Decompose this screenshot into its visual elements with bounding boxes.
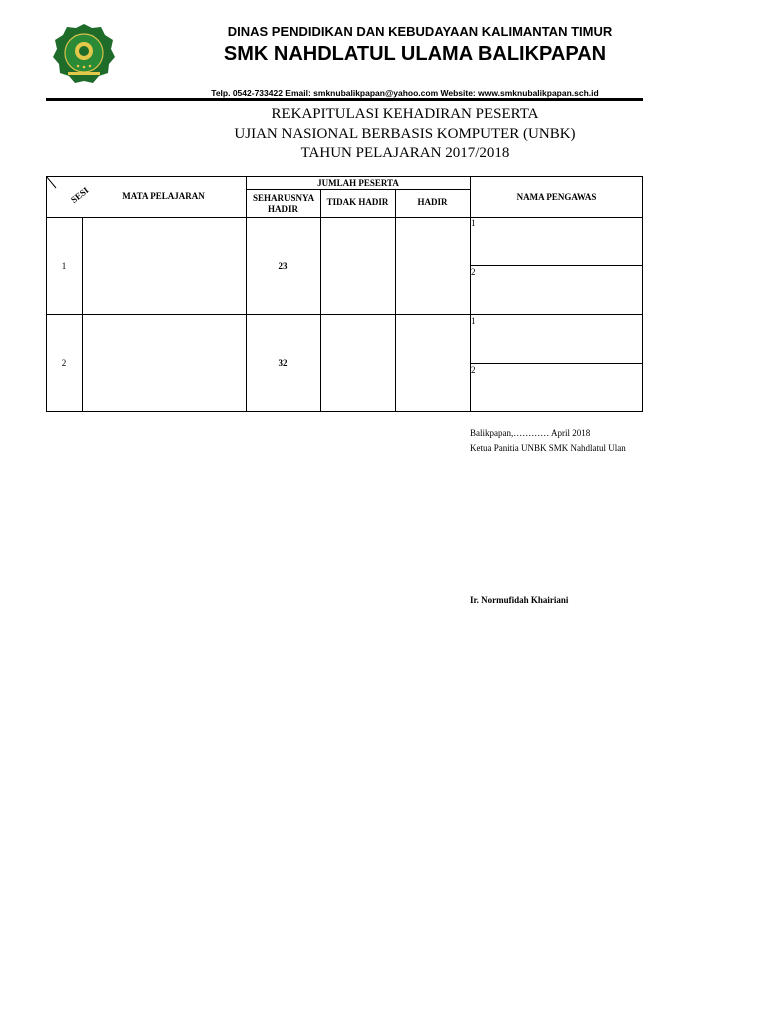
row2-pengawas-1: 1 bbox=[471, 316, 476, 326]
doc-title: REKAPITULASI KEHADIRAN PESERTA bbox=[271, 106, 539, 122]
doc-subtitle: UJIAN NASIONAL BERBASIS KOMPUTER (UNBK) bbox=[234, 126, 576, 142]
header-mata-pelajaran: MATA PELAJARAN bbox=[122, 191, 205, 201]
school-name: SMK NAHDLATUL ULAMA BALIKPAPAN bbox=[223, 43, 607, 65]
row2-sesi: 2 bbox=[61, 358, 67, 368]
row2-seharusnya: 32 bbox=[278, 358, 288, 368]
header-rule bbox=[46, 98, 643, 101]
row1-pengawas-1: 1 bbox=[471, 218, 476, 228]
header-seharusnya-hadir: SEHARUSNYA HADIR bbox=[253, 193, 315, 214]
row2-pengawas-2: 2 bbox=[471, 365, 476, 375]
attendance-table bbox=[46, 176, 643, 412]
doc-year: TAHUN PELAJARAN 2017/2018 bbox=[300, 145, 510, 161]
school-logo bbox=[52, 22, 116, 86]
header-jumlah-peserta: JUMLAH PESERTA bbox=[317, 178, 399, 188]
row1-seharusnya: 23 bbox=[278, 261, 288, 271]
agency-name: DINAS PENDIDIKAN DAN KEBUDAYAAN KALIMANTAN TIMUR bbox=[227, 24, 613, 39]
header-sesi: SESI bbox=[68, 185, 91, 205]
header-hadir: HADIR bbox=[417, 197, 448, 207]
header-tidak-hadir: TIDAK HADIR bbox=[326, 197, 389, 207]
signer-name: Ir. Normufidah Khairiani bbox=[470, 595, 569, 605]
contact-info: Telp. 0542-733422 Email: smknubalikpapan@yahoo.com Website: www.smknubalikpapan.sch.id bbox=[211, 88, 599, 98]
signer-role: Ketua Panitia UNBK SMK Nahdlatul Ulan bbox=[470, 443, 626, 453]
row1-sesi: 1 bbox=[61, 261, 67, 271]
place-date: Balikpapan,………… April 2018 bbox=[470, 428, 591, 438]
header-nama-pengawas: NAMA PENGAWAS bbox=[516, 192, 597, 202]
row1-pengawas-2: 2 bbox=[471, 267, 476, 277]
